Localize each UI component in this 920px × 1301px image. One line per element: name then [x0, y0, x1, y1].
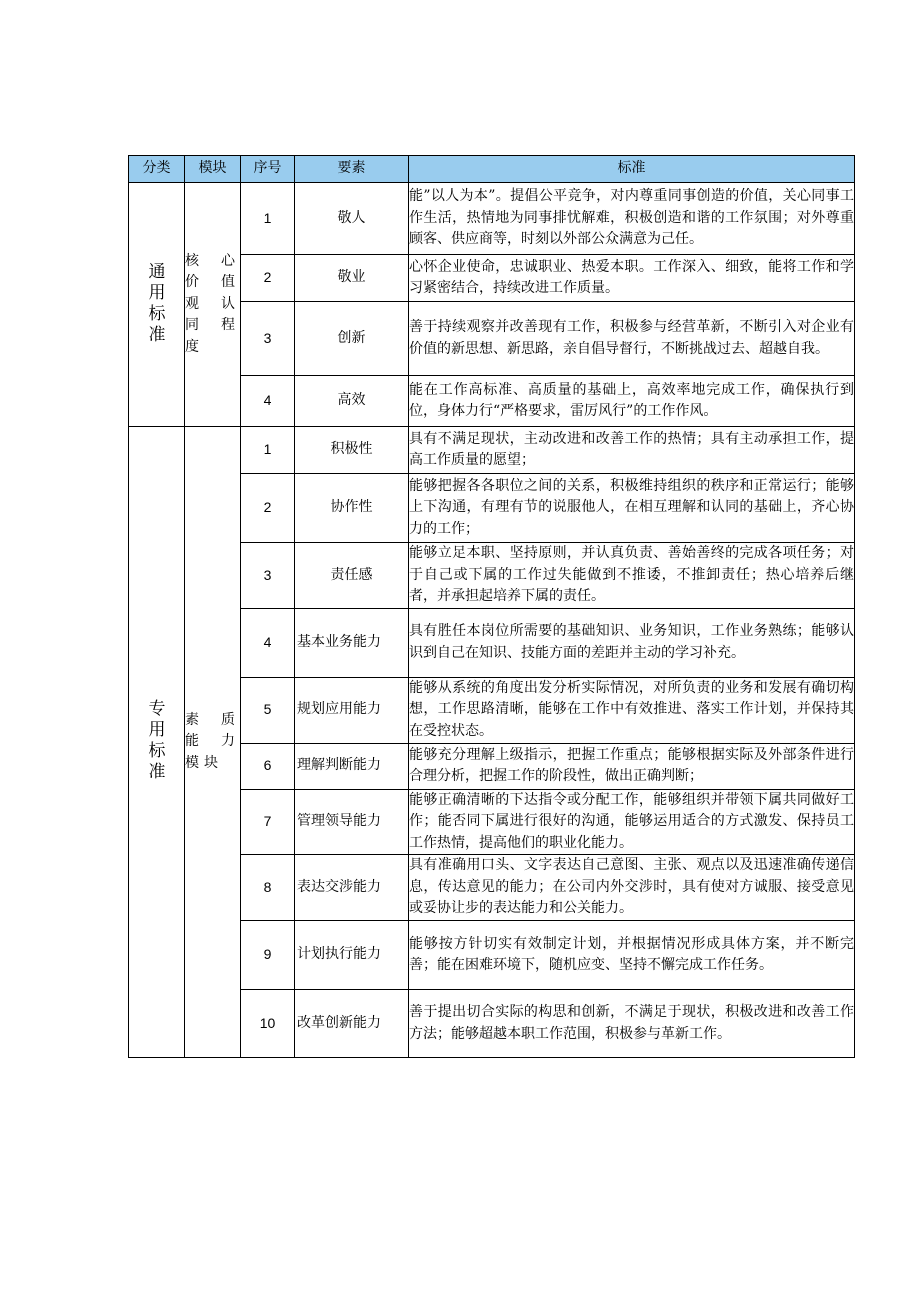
category-general	[129, 183, 185, 427]
header-row	[129, 156, 855, 183]
row-element: 责任感	[295, 543, 409, 609]
row-element: 敬人	[295, 183, 409, 255]
row-element: 理解判断能力	[295, 743, 409, 789]
row-element: 高效	[295, 376, 409, 427]
category-general-text: 通用标准	[148, 261, 166, 345]
table-row	[129, 183, 855, 255]
row-standard: 能够正确清晰的下达指令或分配工作，能够组织并带领下属共同做好工作；能否同下属进行很好的沟通，能够运用适合的方式激发、保持员工工作热情，提高他们的职业化能力。	[409, 789, 855, 855]
row-standard: 心怀企业使命，忠诚职业、热爱本职。工作深入、细致，能将工作和学习紧密结合，持续改进工作质量。	[409, 255, 855, 302]
row-standard: 能够按方针切实有效制定计划，并根据情况形成具体方案，并不断完善；能在困难环境下，随机应变、坚持不懈完成工作任务。	[409, 921, 855, 990]
row-standard: 具有胜任本岗位所需要的基础知识、业务知识，工作业务熟练；能够认识到自己在知识、技能方面的差距并主动的学习补充。	[409, 608, 855, 677]
header-number: 序号	[241, 156, 295, 183]
row-number: 4	[241, 376, 295, 427]
row-element: 基本业务能力	[295, 608, 409, 677]
row-element: 积极性	[295, 427, 409, 474]
row-number: 5	[241, 677, 295, 743]
row-standard: 能够充分理解上级指示，把握工作重点；能够根据实际及外部条件进行合理分析，把握工作的阶段性，做出正确判断；	[409, 743, 855, 789]
row-standard: 能够立足本职、坚持原则，并认真负责、善始善终的完成各项任务；对于自己或下属的工作过失能做到不推诿，不推卸责任；热心培养后继者，并承担起培养下属的责任。	[409, 543, 855, 609]
category-special	[129, 427, 185, 1058]
row-number: 1	[241, 427, 295, 474]
row-element: 管理领导能力	[295, 789, 409, 855]
row-standard: 能”以人为本”。提倡公平竞争，对内尊重同事创造的价值，关心同事工作生活，热情地为同事排忧解难，积极创造和谐的工作氛围；对外尊重顾客、供应商等，时刻以外部公众满意为己任。	[409, 183, 855, 255]
row-element: 敬业	[295, 255, 409, 302]
row-number: 6	[241, 743, 295, 789]
row-standard: 具有不满足现状，主动改进和改善工作的热情；具有主动承担工作，提高工作质量的愿望；	[409, 427, 855, 474]
row-number: 3	[241, 543, 295, 609]
row-number: 7	[241, 789, 295, 855]
row-number: 1	[241, 183, 295, 255]
table-row	[129, 427, 855, 474]
row-standard: 能够从系统的角度出发分析实际情况，对所负责的业务和发展有确切构想，工作思路清晰，能够在工作中有效推进、落实工作计划，并保持其在受控状态。	[409, 677, 855, 743]
row-element: 表达交涉能力	[295, 855, 409, 921]
header-standard: 标准	[409, 156, 855, 183]
row-number: 4	[241, 608, 295, 677]
header-element: 要素	[295, 156, 409, 183]
category-special-text: 专用标准	[148, 699, 166, 783]
row-standard: 善于提出切合实际的构思和创新，不满足于现状，积极改进和改善工作方法；能够超越本职工作范围，积极参与革新工作。	[409, 990, 855, 1058]
row-element: 计划执行能力	[295, 921, 409, 990]
row-standard: 能够把握各各职位之间的关系，积极维持组织的秩序和正常运行；能够上下沟通，有理有节的说服他人，在相互理解和认同的基础上，齐心协力的工作；	[409, 474, 855, 543]
row-element: 规划应用能力	[295, 677, 409, 743]
row-number: 10	[241, 990, 295, 1058]
row-number: 2	[241, 255, 295, 302]
row-number: 8	[241, 855, 295, 921]
header-module: 模块	[185, 156, 241, 183]
standards-table	[128, 155, 855, 1058]
row-standard: 能在工作高标准、高质量的基础上，高效率地完成工作，确保执行到位，身体力行“严格要求，雷厉风行”的工作作风。	[409, 376, 855, 427]
row-standard: 具有准确用口头、文字表达自己意图、主张、观点以及迅速准确传递信息，传达意见的能力；在公司内外交涉时，具有使对方诚服、接受意见或妥协让步的表达能力和公关能力。	[409, 855, 855, 921]
module-competency: 素质能力模块	[185, 427, 241, 1058]
row-number: 3	[241, 302, 295, 376]
row-element: 协作性	[295, 474, 409, 543]
header-category: 分类	[129, 156, 185, 183]
module-core-values: 核心价值观认同程度	[185, 183, 241, 427]
row-number: 2	[241, 474, 295, 543]
row-standard: 善于持续观察并改善现有工作，积极参与经营革新，不断引入对企业有价值的新思想、新思路，亲自倡导督行，不断挑战过去、超越自我。	[409, 302, 855, 376]
row-element: 创新	[295, 302, 409, 376]
row-number: 9	[241, 921, 295, 990]
row-element: 改革创新能力	[295, 990, 409, 1058]
